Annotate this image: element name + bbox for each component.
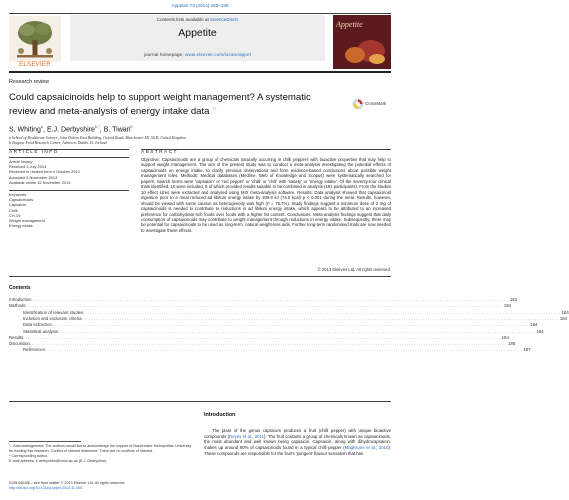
toc-leader-dots: . . . . . . . . . . . . . . . . . . . . . . . . . . . . . . . . . . . . . . . . . . . . . . . . . . . . . . . . . . . . . . . . . . . . . . . . . . . . . . . . . . . . . . . . . . . . . . . . . . . . . . . . . . . . . . . . . . . . . . . . . . . . . . . . . . . . . . . . . . . . . . . . . . . . . . . . . . . . . . . . . . . . . . . . . . . . . . . . . . . . . . . . . . . . . . . . . . . . . . . .	[83, 309, 560, 315]
homepage-link[interactable]: www.elsevier.com/locate/appet	[185, 52, 252, 57]
toc-entry-page: 184	[501, 334, 509, 340]
contents-heading: Contents	[9, 285, 31, 291]
toc-entry-label: Inclusion and exclusion criteria	[23, 315, 82, 321]
reference-link[interactable]: Maghsumi et al., 2010	[344, 445, 389, 451]
crossmark-icon	[352, 98, 364, 110]
toc-leader-dots: . . . . . . . . . . . . . . . . . . . . . . . . . . . . . . . . . . . . . . . . . . . . . . . . . . . . . . . . . . . . . . . . . . . . . . . . . . . . . . . . . . . . . . . . . . . . . . . . . . . . . . . . . . . . . . . . . . . . . . . . . . . . . . . . . . . . . . . . . . . . . . . . . . . . . . . . . . . . . . . . . . . . . . . . . . . . . . . . . . . . . . . . . . . . . . . . . . . . . . . .	[58, 328, 535, 334]
author-list: S. Whiting$^a$, E.J. Derbyshire$^{b,*}$, B. Tiwari$^b$	[9, 124, 133, 134]
introduction-heading: Introduction	[204, 412, 236, 418]
abstract-body: Objective: Capsaicinoids are a group of chemicals naturally occurring in chilli peppers with bioactive properties that may help to support weight management. The aim of the present study was to conduct a meta-analysis investigating the potential effects of capsaicinoids on energy intake, to clarify previous observations and form evidence-based conclusions about possible weight management roles. Methods: Medical databases (Medline, Web of Knowledge and Scopus) were systematically searched for papers. Search terms were 'capsaicin' or 'red pepper' or 'chilli' or 'chili' with 'satiety' or 'energy intake'. Of the seventy-four clinical trials identified, 10 were included, 8 of which provided results suitable to be combined in analysis (191 participants). From the studies 10 effect sizes were extracted and analysed using MIX meta-analysis software. Results: Data analysis showed that capsaicinoid ingestion prior to a meal reduced ad libitum energy intake by 309.9 kJ (74.0 kcal) p < 0.001 during the meal. Results, however, should be viewed with some caution as heterogeneity was high (I² = 75.7%). Study findings suggest a minimum dose of 2 mg of capsaicinoids is needed to contribute to reductions in ad libitum energy intake, which appears to be attributed to an increased preference for carbohydrate-rich foods over foods with a higher fat content. Conclusions: Meta-analysis findings suggest that daily consumption of capsaicinoids may contribute to weight management through reductions in energy intake. Subsequently, there may be potential for capsaicinoids to be used as long-term, natural weight-loss aids. Further long-term randomised trials are now needed to investigate these effects.	[141, 157, 391, 233]
toc-entry-page: 185	[508, 341, 516, 347]
toc-leader-dots: . . . . . . . . . . . . . . . . . . . . . . . . . . . . . . . . . . . . . . . . . . . . . . . . . . . . . . . . . . . . . . . . . . . . . . . . . . . . . . . . . . . . . . . . . . . . . . . . . . . . . . . . . . . . . . . . . . . . . . . . . . . . . . . . . . . . . . . . . . . . . . . . . . . . . . . . . . . . . . . . . . . . . . . . . . . . . . . . . . . . . . . . . . . . . . . . . . . . . . . .	[31, 297, 508, 302]
keywords-label: Keywords:	[9, 192, 28, 197]
email-footnote[interactable]: E-mail address: e.derbyshire@mmu.ac.uk (E.J. Derbyshire).	[9, 459, 108, 463]
toc-entry-page: 184	[530, 322, 538, 328]
toc-entry-label: Data extraction	[23, 322, 52, 328]
toc-entry-label: Identification of relevant studies	[23, 309, 84, 315]
toc-leader-dots: . . . . . . . . . . . . . . . . . . . . . . . . . . . . . . . . . . . . . . . . . . . . . . . . . . . . . . . . . . . . . . . . . . . . . . . . . . . . . . . . . . . . . . . . . . . . . . . . . . . . . . . . . . . . . . . . . . . . . . . . . . . . . . . . . . . . . . . . . . . . . . . . . . . . . . . . . . . . . . . . . . . . . . . . . . . . . . . . . . . . . . . . . . . . . . . . . . . . . . . .	[29, 341, 507, 347]
affiliation: b Teagasc Food Research Centre, Ashtown, Dublin 15, Ireland	[9, 141, 107, 145]
issn-line: 0195-6663/$ – see front matter © 2013 Elsevier Ltd. All rights reserved.	[9, 481, 126, 485]
author-affil-marker[interactable]: b	[130, 124, 133, 129]
history-entry: Received in revised form 4 October 2013	[9, 169, 80, 175]
contents-prefix: Contents lists available at	[156, 17, 209, 22]
history-label: Article history:	[9, 159, 34, 164]
author-affil-marker[interactable]: b,*	[94, 124, 100, 129]
header-bottom-rule	[9, 71, 391, 73]
author-name[interactable]: B. Tiwari	[103, 126, 131, 134]
toc-entry-page: 183	[509, 297, 517, 302]
toc-entry-page: 184	[503, 303, 511, 309]
reference-link[interactable]: Reyes et al., 2011	[229, 433, 264, 439]
elsevier-wordmark: ELSEVIER	[19, 62, 51, 68]
keywords-block	[9, 192, 129, 228]
toc-leader-dots: . . . . . . . . . . . . . . . . . . . . . . . . . . . . . . . . . . . . . . . . . . . . . . . . . . . . . . . . . . . . . . . . . . . . . . . . . . . . . . . . . . . . . . . . . . . . . . . . . . . . . . . . . . . . . . . . . . . . . . . . . . . . . . . . . . . . . . . . . . . . . . . . . . . . . . . . . . . . . . . . . . . . . . . . . . . . . . . . . . . . . . . . . . . . . . . . . . . . . . . .	[25, 303, 502, 309]
title-footnote-marker[interactable]: ☆	[212, 105, 217, 112]
copyright-notice: © 2013 Elsevier Ltd. All rights reserved.	[317, 267, 391, 272]
footnote-rule	[9, 441, 81, 442]
toc-entry-page: 187	[523, 347, 531, 353]
intro-text: ). These compounds are responsible for the fruit's 'pungent' flavour sensation that has	[204, 445, 391, 456]
toc-leader-dots: . . . . . . . . . . . . . . . . . . . . . . . . . . . . . . . . . . . . . . . . . . . . . . . . . . . . . . . . . . . . . . . . . . . . . . . . . . . . . . . . . . . . . . . . . . . . . . . . . . . . . . . . . . . . . . . . . . . . . . . . . . . . . . . . . . . . . . . . . . . . . . . . . . . . . . . . . . . . . . . . . . . . . . . . . . . . . . . . . . . . . . . . . . . . . . . . . . . . . . . .	[23, 334, 500, 340]
toc-leader-dots: . . . . . . . . . . . . . . . . . . . . . . . . . . . . . . . . . . . . . . . . . . . . . . . . . . . . . . . . . . . . . . . . . . . . . . . . . . . . . . . . . . . . . . . . . . . . . . . . . . . . . . . . . . . . . . . . . . . . . . . . . . . . . . . . . . . . . . . . . . . . . . . . . . . . . . . . . . . . . . . . . . . . . . . . . . . . . . . . . . . . . . . . . . . . . . . . . . . . . . . .	[44, 347, 522, 353]
keyword: Energy intake	[9, 223, 33, 229]
author-name[interactable]: E.J. Derbyshire	[47, 126, 95, 134]
footnotes	[9, 444, 195, 464]
toc-entry-page: 184	[561, 309, 569, 315]
toc-entry-page: 184	[559, 315, 568, 321]
article-type: Research review	[9, 79, 50, 85]
article-title	[9, 92, 341, 117]
article-info-heading: ARTICLE INFO	[9, 150, 59, 155]
keyword: CH-19	[9, 212, 21, 218]
contents-availability	[70, 17, 325, 22]
history-entry: Accepted 5 November 2013	[9, 174, 58, 180]
doi-link[interactable]: http://dx.doi.org/10.1016/j.appet.2013.11.005	[9, 485, 83, 490]
toc-entry-page: 184	[536, 328, 544, 334]
journal-homepage	[70, 52, 325, 57]
author-affil-marker[interactable]: a	[40, 124, 44, 129]
toc-leader-dots: . . . . . . . . . . . . . . . . . . . . . . . . . . . . . . . . . . . . . . . . . . . . . . . . . . . . . . . . . . . . . . . . . . . . . . . . . . . . . . . . . . . . . . . . . . . . . . . . . . . . . . . . . . . . . . . . . . . . . . . . . . . . . . . . . . . . . . . . . . . . . . . . . . . . . . . . . . . . . . . . . . . . . . . . . . . . . . . . . . . . . . . . . . . . . . . . . . . . . . . .	[51, 322, 529, 328]
header-top-rule	[9, 13, 391, 14]
toc-entry-label: Introduction	[9, 297, 32, 302]
elsevier-tree-logo	[9, 16, 61, 62]
crossmark-label: CrossMark	[365, 101, 387, 106]
toc-entry-label: Results	[9, 334, 24, 340]
author-name[interactable]: S. Whiting	[9, 126, 41, 134]
toc-entry-label: Discussion	[9, 341, 30, 347]
journal-title: Appetite	[178, 27, 217, 39]
publication-info	[9, 481, 195, 491]
abstract-rule	[141, 149, 391, 150]
toc-entry[interactable]	[9, 347, 531, 353]
cover-title: Appetite	[336, 20, 363, 29]
contents-bottom-rule	[9, 401, 391, 402]
journal-citation[interactable]: Appetite 73 (2014) 183–188	[171, 3, 229, 8]
abstract-heading: ABSTRACT	[141, 150, 178, 155]
keyword: Capsaicinoids	[9, 197, 34, 203]
acknowledgement-footnote: ☆ Acknowledgement: The authors would like to acknowledge the support of Manchester Metropolitan University for funding this research. Conflict of interest statement: There are no conflicts of interest.	[9, 444, 192, 453]
keyword: Weight management	[9, 218, 45, 224]
article-title-text: Could capsaicinoids help to support weight management? A systematic review and meta-analysis of energy intake data	[9, 92, 311, 117]
history-entry: Received 3 July 2013	[9, 164, 47, 170]
history-entry: Available online 15 November 2013	[9, 179, 71, 185]
article-history	[9, 159, 129, 185]
keyword: Capsaicin	[9, 202, 27, 208]
introduction-body	[204, 428, 391, 457]
intro-text: ). The fruit contains a group of chemicals known as capsaicinoids, the most abundant and well known being capsaicin. Capsaicin, along with dihydrocapsaicin, makes up around 90% of capsaicinoids found in a typical chilli pepper (	[204, 433, 391, 451]
keyword: Chilli	[9, 207, 18, 213]
crossmark-badge[interactable]	[352, 98, 392, 110]
abstract-bottom-rule	[9, 276, 391, 277]
sciencedirect-link[interactable]: ScienceDirect	[210, 17, 239, 22]
toc-entry-label: Statistical analysis	[23, 328, 59, 334]
intro-text: The plant of the genus capsicum produces a fruit (chilli pepper) with unique bioactive compounds (	[204, 428, 391, 439]
toc-leader-dots: . . . . . . . . . . . . . . . . . . . . . . . . . . . . . . . . . . . . . . . . . . . . . . . . . . . . . . . . . . . . . . . . . . . . . . . . . . . . . . . . . . . . . . . . . . . . . . . . . . . . . . . . . . . . . . . . . . . . . . . . . . . . . . . . . . . . . . . . . . . . . . . . . . . . . . . . . . . . . . . . . . . . . . . . . . . . . . . . . . . . . . . . . . . . . . . . . . . . . . . .	[81, 315, 558, 321]
toc-entry-label: Methods	[9, 303, 26, 309]
homepage-prefix: journal homepage:	[143, 52, 184, 57]
corresponding-author-note: * Corresponding author.	[9, 454, 48, 458]
toc-entry-label: References	[23, 347, 45, 353]
affiliation: a School of Healthcare Science, John Dalton East Building, Oxford Road, Manchester M1 5GD, United Kingdom	[9, 136, 187, 140]
